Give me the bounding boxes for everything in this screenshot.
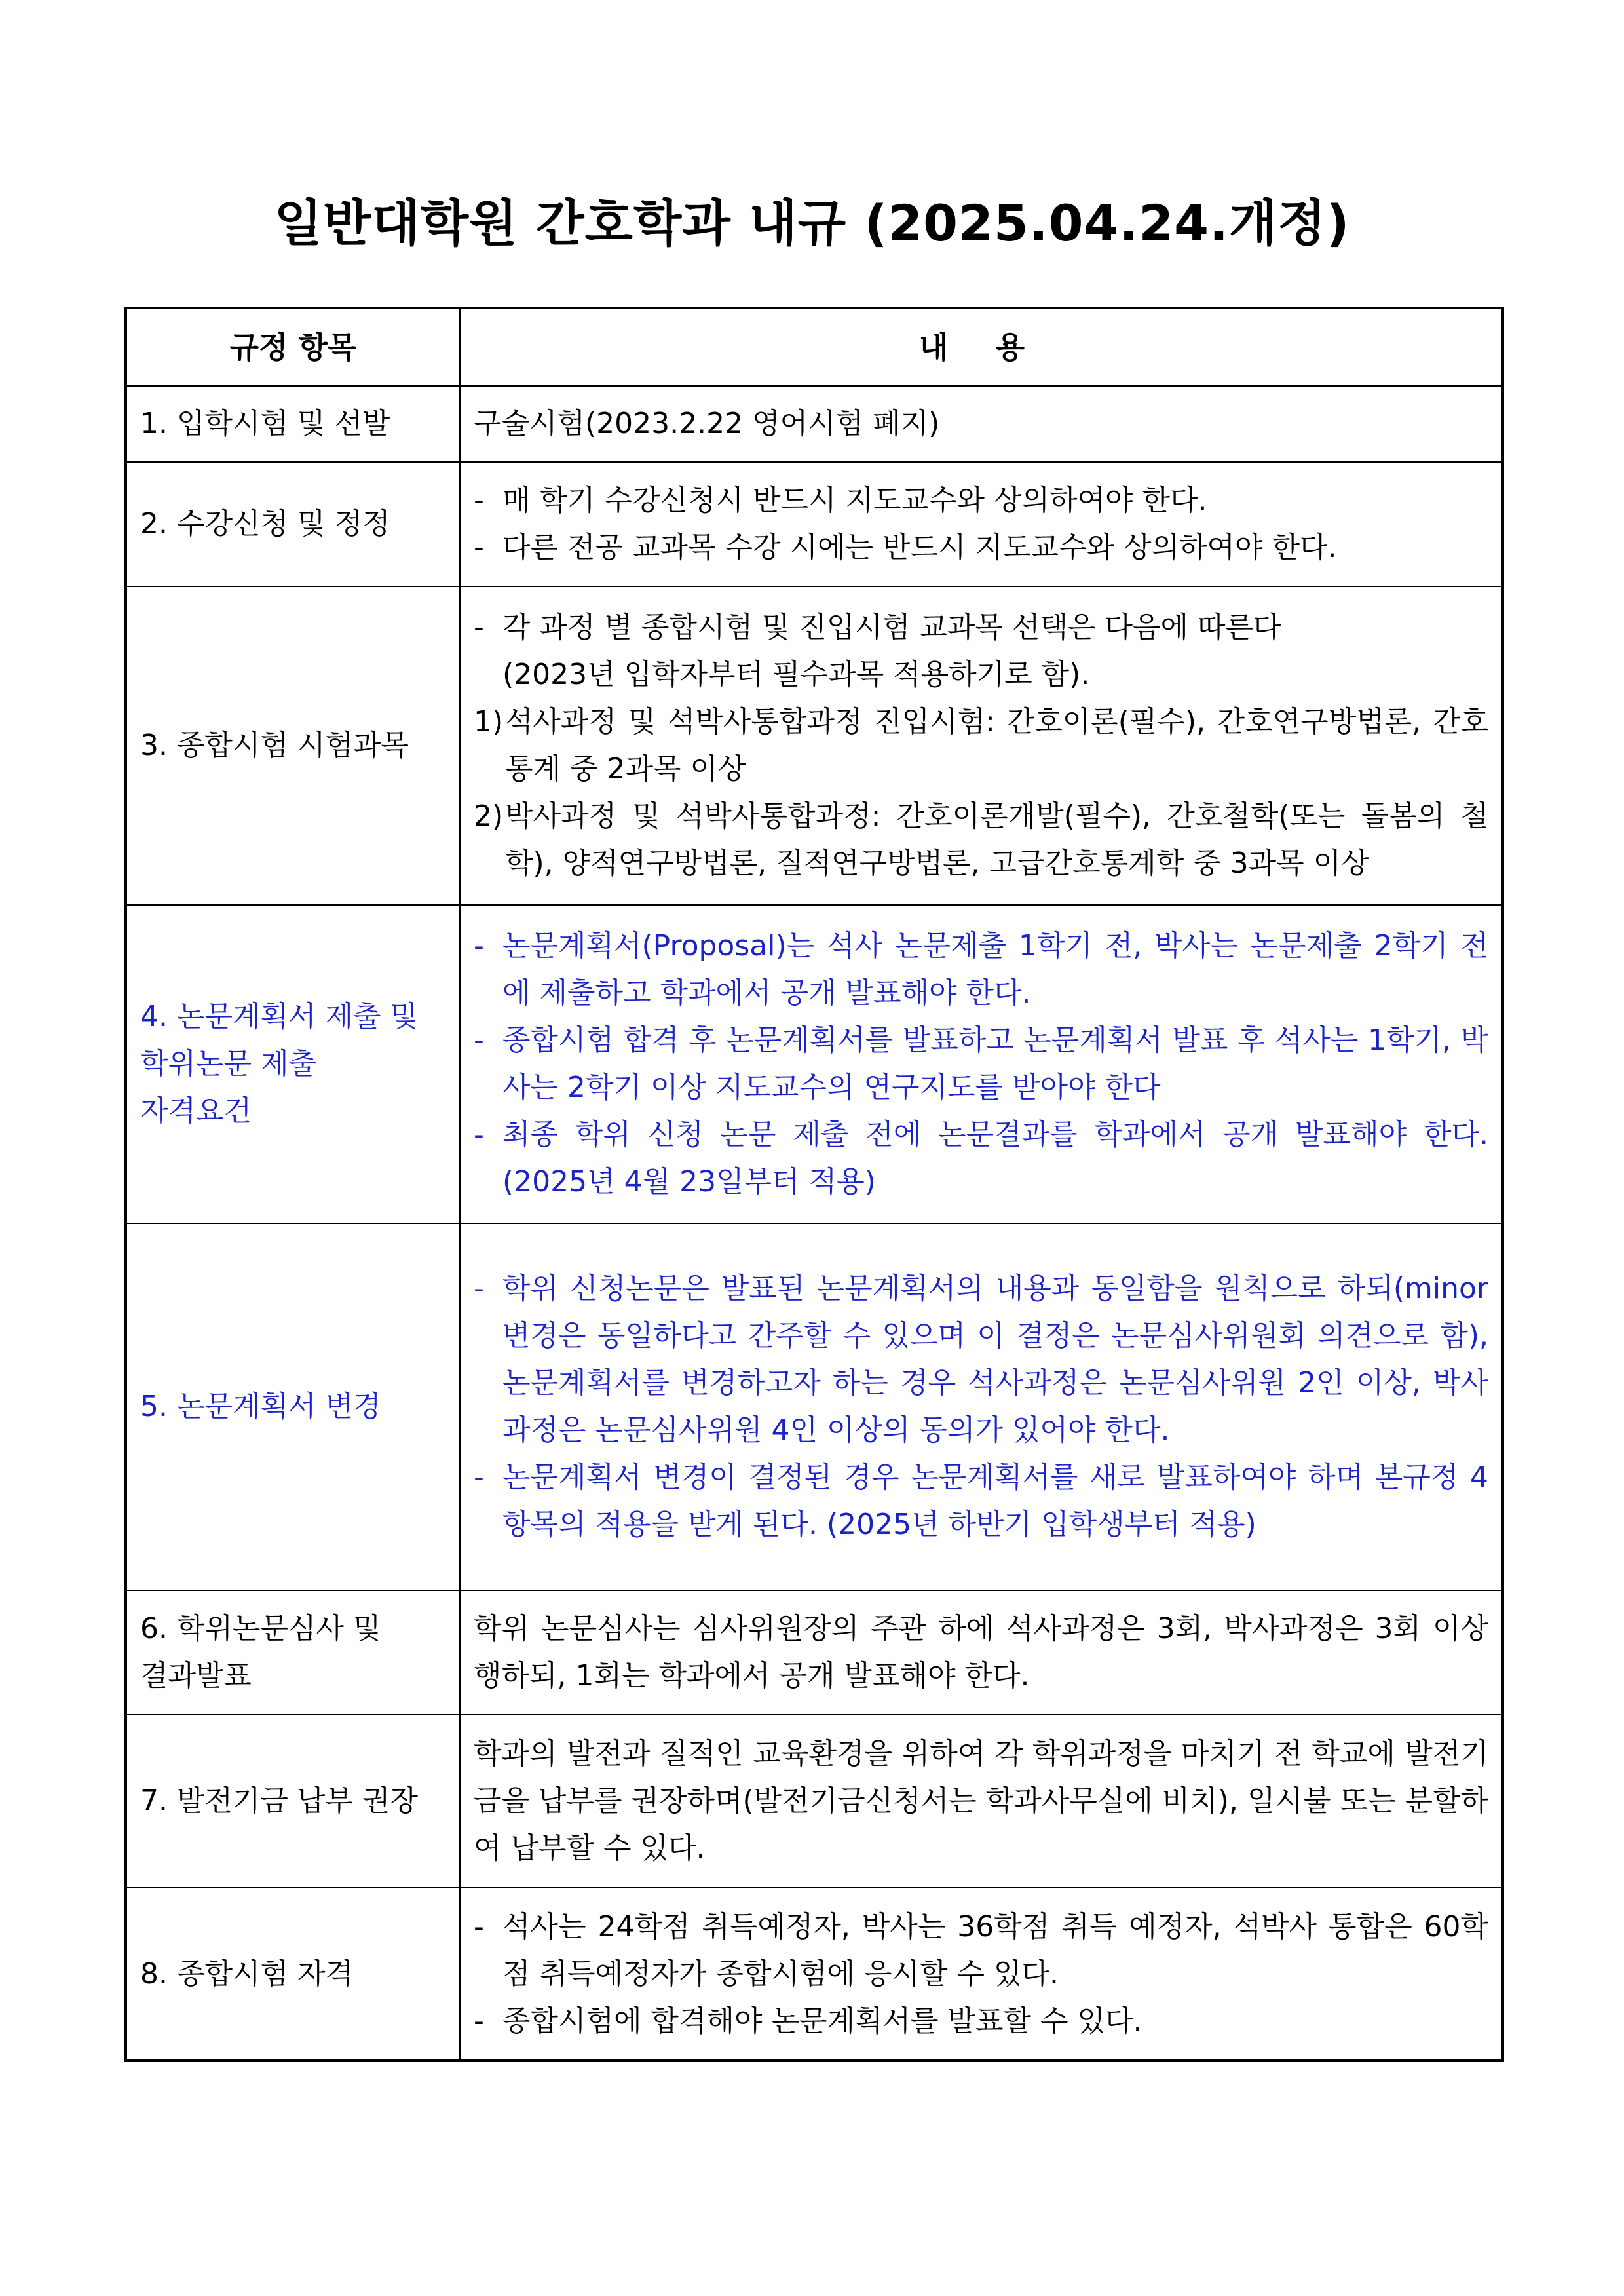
- table-row: [126, 1223, 1503, 1590]
- header-item: 규정 항목: [126, 308, 460, 386]
- row-content: 학위 논문심사는 심사위원장의 주관 하에 석사과정은 3회, 박사과정은 3회 이상 행하되, 1회는 학과에서 공개 발표해야 한다.: [460, 1590, 1503, 1715]
- table-row: [126, 586, 1503, 905]
- header-content: 내 용: [460, 308, 1503, 386]
- bullet-item: - 매 학기 수강신청시 반드시 지도교수와 상의하여야 한다.: [474, 477, 1488, 524]
- dash-marker: -: [474, 1118, 484, 1151]
- row-label: 8. 종합시험 자격: [126, 1888, 460, 2061]
- numbered-item: 2) 박사과정 및 석박사통합과정: 간호이론개발(필수), 간호철학(또는 돌봄의 철학), 양적연구방법론, 질적연구방법론, 고급간호통계학 중 3과목 이상: [474, 793, 1488, 887]
- bullet-item: - 석사는 24학점 취득예정자, 박사는 36학점 취득 예정자, 석박사 통합은 60학점 취득예정자가 종합시험에 응시할 수 있다.: [474, 1904, 1488, 1998]
- row-label: 1. 입학시험 및 선발: [126, 386, 460, 462]
- row-content: [460, 586, 1503, 905]
- table-row: [126, 905, 1503, 1223]
- bullet-note: (2023년 입학자부터 필수과목 적용하기로 함).: [502, 658, 1090, 691]
- row-label: 4. 논문계획서 제출 및 학위논문 제출 자격요건: [126, 905, 460, 1223]
- row-content: [460, 1223, 1503, 1590]
- row-content: [460, 462, 1503, 586]
- table-row: [126, 462, 1503, 586]
- table-row: [126, 386, 1503, 462]
- row-label: 7. 발전기금 납부 권장: [126, 1715, 460, 1888]
- dash-marker: -: [474, 611, 484, 644]
- bullet-item: - 종합시험 합격 후 논문계획서를 발표하고 논문계획서 발표 후 석사는 1학기, 박사는 2학기 이상 지도교수의 연구지도를 받아야 한다: [474, 1017, 1488, 1111]
- item-number: 2): [474, 799, 504, 833]
- row-content: [460, 905, 1503, 1223]
- dash-marker: -: [474, 484, 484, 517]
- dash-marker: -: [474, 2004, 484, 2038]
- bullet-item: - 최종 학위 신청 논문 제출 전에 논문결과를 학과에서 공개 발표해야 한다. (2025년 4월 23일부터 적용): [474, 1111, 1488, 1206]
- table-row: [126, 1590, 1503, 1715]
- row-content: [460, 1888, 1503, 2061]
- item-number: 1): [474, 705, 504, 738]
- table-row: [126, 1715, 1503, 1888]
- bullet-item: - 논문계획서(Proposal)는 석사 논문제출 1학기 전, 박사는 논문제출 2학기 전에 제출하고 학과에서 공개 발표해야 한다.: [474, 923, 1488, 1017]
- dash-marker: -: [474, 1461, 484, 1494]
- dash-marker: -: [474, 531, 484, 564]
- row-label: 6. 학위논문심사 및 결과발표: [126, 1590, 460, 1715]
- dash-marker: -: [474, 1272, 484, 1305]
- dash-marker: -: [474, 1909, 484, 1943]
- bullet-item: - 학위 신청논문은 발표된 논문계획서의 내용과 동일함을 원칙으로 하되(minor 변경은 동일하다고 간주할 수 있으며 이 결정은 논문심사위원회 의견으로 함), 논문계획서를 변경하고자 하는 경우 석사과정은 논문심사위원 2인 이상, 박사과정은 논문심사위원 4인 이상의 동의가 있어야 한다.: [474, 1265, 1488, 1454]
- bullet-item: - 논문계획서 변경이 결정된 경우 논문계획서를 새로 발표하여야 하며 본규정 4항목의 적용을 받게 된다. (2025년 하반기 입학생부터 적용): [474, 1454, 1488, 1548]
- row-label: 2. 수강신청 및 정정: [126, 462, 460, 586]
- row-content: 학과의 발전과 질적인 교육환경을 위하여 각 학위과정을 마치기 전 학교에 발전기금을 납부를 권장하며(발전기금신청서는 학과사무실에 비치), 일시불 또는 분할하여 납부할 수 있다.: [460, 1715, 1503, 1888]
- bullet-item: - 다른 전공 교과목 수강 시에는 반드시 지도교수와 상의하여야 한다.: [474, 524, 1488, 571]
- regulations-table: [124, 307, 1504, 2062]
- table-header-row: [126, 308, 1503, 386]
- numbered-item: 1) 석사과정 및 석박사통합과정 진입시험: 간호이론(필수), 간호연구방법론, 간호통계 중 2과목 이상: [474, 698, 1488, 793]
- bullet-item: - 종합시험에 합격해야 논문계획서를 발표할 수 있다.: [474, 1998, 1488, 2045]
- dash-marker: -: [474, 1024, 484, 1057]
- table-row: [126, 1888, 1503, 2061]
- page-title: 일반대학원 간호학과 내규 (2025.04.24.개정): [274, 194, 1350, 252]
- row-content: 구술시험(2023.2.22 영어시험 폐지): [460, 386, 1503, 462]
- row-label: 5. 논문계획서 변경: [126, 1223, 460, 1590]
- row-label: 3. 종합시험 시험과목: [126, 586, 460, 905]
- dash-marker: -: [474, 929, 484, 963]
- bullet-item: - 각 과정 별 종합시험 및 진입시험 교과목 선택은 다음에 따른다: [474, 604, 1488, 651]
